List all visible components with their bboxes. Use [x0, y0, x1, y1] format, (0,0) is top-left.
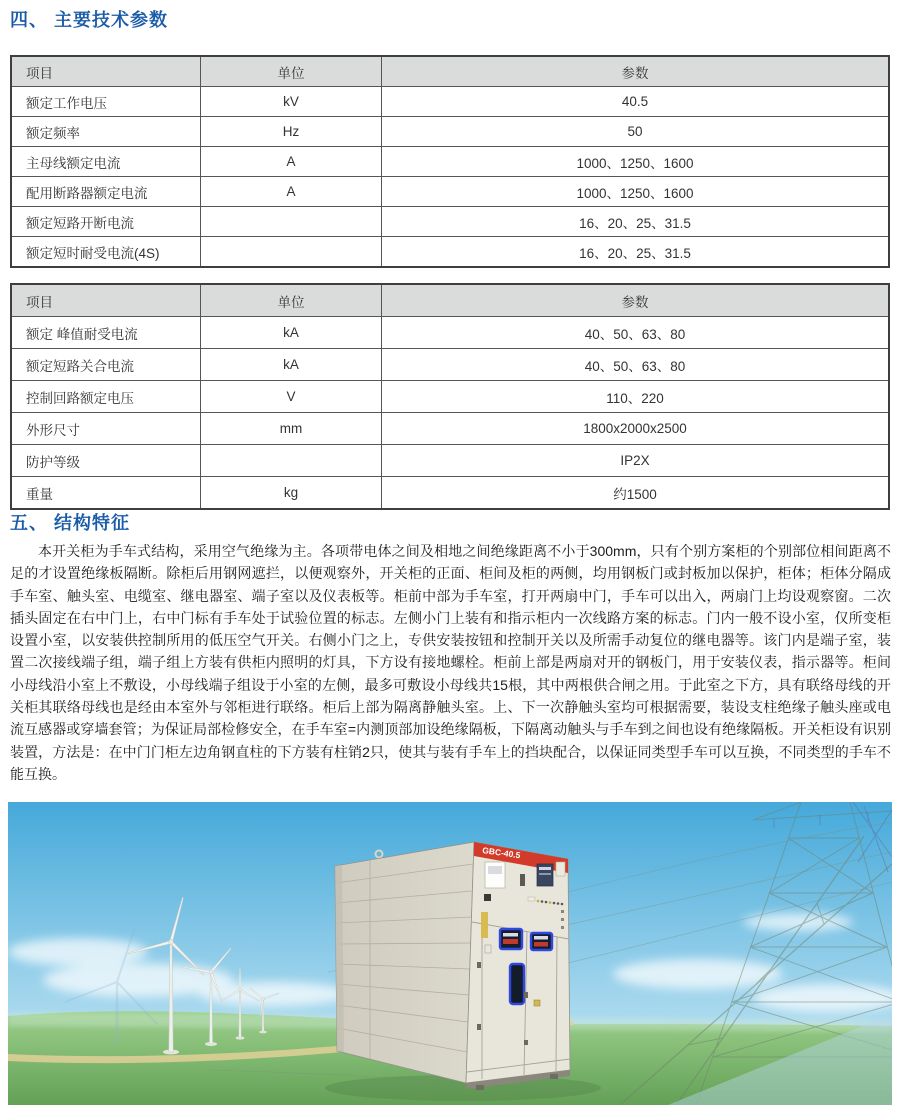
table-row [11, 349, 889, 381]
cell-item: 额定频率 [11, 117, 201, 147]
col-header-item: 项目 [11, 56, 201, 87]
small-switch [485, 945, 491, 953]
cell-unit: kA [201, 349, 382, 381]
cell-item: 控制回路额定电压 [11, 381, 201, 413]
product-photo [8, 802, 892, 1105]
relay-window [539, 867, 551, 870]
table-row [11, 177, 889, 207]
yellow-button [534, 1000, 540, 1006]
table-header-row [11, 284, 889, 317]
cell-item: 重量 [11, 477, 201, 510]
cell-param: 1800x2000x2500 [382, 413, 890, 445]
col-header-unit: 单位 [201, 56, 382, 87]
cell-unit [201, 445, 382, 477]
table-row [11, 477, 889, 510]
yellow-label [481, 912, 488, 938]
cell-unit [201, 237, 382, 268]
switchgear-cabinet [335, 842, 570, 1090]
window-readout-2 [534, 936, 548, 940]
small-panel [556, 862, 565, 876]
parameters-table-1 [10, 55, 890, 268]
window-red-band-2 [534, 942, 548, 947]
table-row [11, 117, 889, 147]
table-row [11, 413, 889, 445]
cell-param: 40、50、63、80 [382, 349, 890, 381]
product-photo-scene [8, 802, 892, 1105]
meter-box [485, 862, 505, 888]
table-row [11, 147, 889, 177]
cell-param: 16、20、25、31.5 [382, 237, 890, 268]
cell-item: 防护等级 [11, 445, 201, 477]
cell-item: 配用断路器额定电流 [11, 177, 201, 207]
cell-param: 40.5 [382, 87, 890, 117]
cabinet-model-label: GBC-40.5 [481, 845, 522, 861]
cell-unit: kA [201, 317, 382, 349]
cell-param: 110、220 [382, 381, 890, 413]
window-readout [503, 933, 518, 937]
cell-unit: A [201, 177, 382, 207]
cell-param: IP2X [382, 445, 890, 477]
cell-unit: V [201, 381, 382, 413]
cell-unit: kV [201, 87, 382, 117]
col-header-param: 参数 [382, 56, 890, 87]
lock-plate [484, 894, 491, 901]
cell-param: 1000、1250、1600 [382, 147, 890, 177]
stile-mark [561, 926, 564, 929]
cell-unit: Hz [201, 117, 382, 147]
cell-param: 16、20、25、31.5 [382, 207, 890, 237]
cell-unit: mm [201, 413, 382, 445]
name-plate [528, 897, 535, 901]
table-header-row [11, 56, 889, 87]
cell-item: 主母线额定电流 [11, 147, 201, 177]
stile-mark [561, 910, 564, 913]
cell-item: 外形尺寸 [11, 413, 201, 445]
col-header-param: 参数 [382, 284, 890, 317]
cabinet-foot [550, 1074, 558, 1079]
table-row [11, 381, 889, 413]
cell-item: 额定 峰值耐受电流 [11, 317, 201, 349]
section-heading-structure: 五、 结构特征 [10, 513, 131, 533]
cell-unit [201, 207, 382, 237]
meter-face [488, 866, 502, 874]
stile-mark [561, 918, 564, 921]
cell-param: 1000、1250、1600 [382, 177, 890, 207]
table-row [11, 445, 889, 477]
cabinet-foot [476, 1085, 484, 1090]
table-row [11, 207, 889, 237]
cell-item: 额定短路关合电流 [11, 349, 201, 381]
hinge [477, 1024, 481, 1030]
window-red-band [503, 939, 518, 944]
hinge [477, 962, 481, 968]
viewing-window-right [531, 933, 552, 950]
table-row [11, 317, 889, 349]
col-header-unit: 单位 [201, 284, 382, 317]
cell-item: 额定工作电压 [11, 87, 201, 117]
parameters-table-2 [10, 283, 890, 510]
cell-param: 50 [382, 117, 890, 147]
viewing-window-vertical [510, 964, 524, 1004]
cell-unit: A [201, 147, 382, 177]
cell-unit: kg [201, 477, 382, 510]
cabinet-side-panel [335, 842, 474, 1083]
cell-item: 额定短路开断电流 [11, 207, 201, 237]
table-row [11, 87, 889, 117]
cell-item: 额定短时耐受电流(4S) [11, 237, 201, 268]
cell-param: 40、50、63、80 [382, 317, 890, 349]
cell-param: 约1500 [382, 477, 890, 510]
relay-window-2 [539, 873, 551, 875]
door-handle [520, 874, 525, 886]
hinge [524, 992, 528, 998]
structure-description: 本开关柜为手车式结构，采用空气绝缘为主。各项带电体之间及相地之间绝缘距离不小于300mm，只有个别方案柜的个别部位相间距离不足的才设置绝缘板隔断。除柜后用钢网遮拦，以便观察外，开关柜的正面、柜间及柜的两侧，均用钢板门或封板加以保护，柜体；柜体分隔成手车室、触头室、电缆室、继电器室、端子室以及仪表板等。柜前中部为手车室，打开两扇中门，手车可以出入，两扇门上均设观察窗。二次插头固定在右中门上，右中门标有手车处于试验位置的标志。左侧小门上装有和指示柜内一次线路方案的标志。门内一般不设小室，仅所变柜设置小室，以安装供控制所用的低压空气开关。右侧小门之上，专供安装按钮和控制开关以及所需手动复位的继电器等。该门内是端子室，装置二次接线端子组，端子组上方装有供柜内照明的灯具，下方设有接地螺栓。柜前上部是两扇对开的钢板门，用于安装仪表，指示器等。柜间小母线沿小室上不敷设，小母线端子组设于小室的左侧，最多可敷设小母线共15根，其中两根供合闸之用。于此室之下方，具有联络母线的开关柜其联络母线也是经由本室外与邻柜进行联络。柜后上部为隔离静触头室。上、下一次静触头室均可根据需要，装设支柱绝缘子触头座或电流互感器或穿墙套管；为保证局部检修安全，在手车室=内测顶部加设绝缘隔板，下隔离动触头与手车到之间也设有绝缘隔板。开关柜设有识别装置，方法是：在中门门柜左边角钢直柱的下方装有柱销2只，使其与装有手车上的挡块配合，以保证同类型手车可以互换，不同类型的手车不能互换。 [10, 543, 891, 782]
section-heading-parameters: 四、 主要技术参数 [10, 10, 169, 30]
hinge [524, 1040, 528, 1045]
col-header-item: 项目 [11, 284, 201, 317]
table-row [11, 237, 889, 268]
